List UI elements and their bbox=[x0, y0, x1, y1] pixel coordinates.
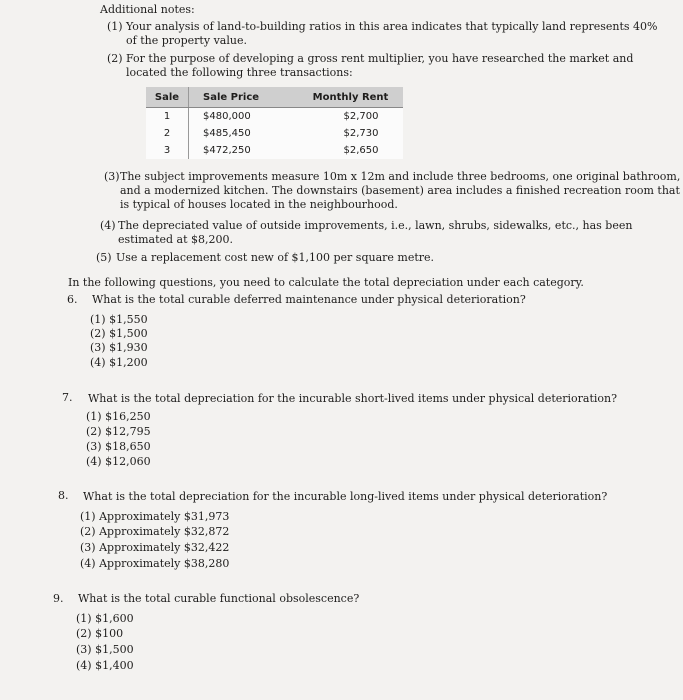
note-1-line-2: of the property value. bbox=[126, 34, 247, 47]
question-8-option-4: (4) Approximately $38,280 bbox=[80, 557, 230, 570]
note-3-line-1: The subject improvements measure 10m x 12m and include three bedrooms, one original bathroom, bbox=[120, 170, 681, 183]
note-5-line-1: Use a replacement cost new of $1,100 per square metre. bbox=[116, 251, 435, 264]
question-6-option-1: (1) $1,550 bbox=[90, 313, 148, 326]
header-sale: Sale bbox=[146, 87, 189, 108]
question-9-option-2: (2) $100 bbox=[76, 627, 124, 640]
note-3-line-2: and a modernized kitchen. The downstairs (basement) area includes a finished recreation room that bbox=[120, 184, 680, 197]
note-4-line-1: The depreciated value of outside improvements, i.e., lawn, shrubs, sidewalks, etc., has been bbox=[118, 219, 633, 232]
monthly-rent: $2,730 bbox=[299, 125, 403, 142]
sale-price: $485,450 bbox=[189, 125, 299, 142]
question-9-number: 9. bbox=[53, 592, 64, 605]
table-row bbox=[146, 108, 403, 126]
note-4-number: (4) bbox=[100, 219, 116, 232]
instruction-text: In the following questions, you need to calculate the total depreciation under each category. bbox=[68, 276, 584, 289]
question-7-option-2: (2) $12,795 bbox=[86, 425, 151, 438]
question-8-option-2: (2) Approximately $32,872 bbox=[80, 525, 230, 538]
note-2-line-1: For the purpose of developing a gross rent multiplier, you have researched the market and bbox=[126, 52, 634, 65]
question-6-text: What is the total curable deferred maintenance under physical deterioration? bbox=[92, 293, 526, 306]
question-7-number: 7. bbox=[62, 391, 73, 404]
table-row bbox=[146, 125, 403, 142]
question-7-option-1: (1) $16,250 bbox=[86, 410, 151, 423]
note-4-line-2: estimated at $8,200. bbox=[118, 233, 234, 246]
sale-price: $480,000 bbox=[189, 108, 299, 126]
question-9-option-4: (4) $1,400 bbox=[76, 659, 134, 672]
note-3-number: (3) bbox=[104, 170, 120, 183]
question-8-number: 8. bbox=[58, 489, 69, 502]
monthly-rent: $2,700 bbox=[299, 108, 403, 126]
question-7-option-4: (4) $12,060 bbox=[86, 455, 151, 468]
note-3-line-3: is typical of houses located in the neighbourhood. bbox=[120, 198, 398, 211]
question-6-option-3: (3) $1,930 bbox=[90, 341, 148, 354]
header-sale-price: Sale Price bbox=[189, 87, 299, 108]
note-5-number: (5) bbox=[96, 251, 112, 264]
note-2-line-2: located the following three transactions: bbox=[126, 66, 353, 79]
header-monthly-rent: Monthly Rent bbox=[299, 87, 403, 108]
question-7-text: What is the total depreciation for the incurable short-lived items under physical deterioration? bbox=[88, 392, 618, 405]
question-9-option-1: (1) $1,600 bbox=[76, 612, 134, 625]
note-1-line-1: Your analysis of land-to-building ratios in this area indicates that typically land represents 40% bbox=[126, 20, 658, 33]
sales-table-header bbox=[146, 87, 403, 108]
sale-price: $472,250 bbox=[189, 142, 299, 159]
question-8-option-3: (3) Approximately $32,422 bbox=[80, 541, 230, 554]
question-9-option-3: (3) $1,500 bbox=[76, 643, 134, 656]
sale-number: 2 bbox=[146, 125, 189, 142]
question-6-number: 6. bbox=[67, 293, 78, 306]
question-9-text: What is the total curable functional obsolescence? bbox=[78, 592, 360, 605]
monthly-rent: $2,650 bbox=[299, 142, 403, 159]
question-7-option-3: (3) $18,650 bbox=[86, 440, 151, 453]
question-6-option-2: (2) $1,500 bbox=[90, 327, 148, 340]
question-8-text: What is the total depreciation for the incurable long-lived items under physical deterioration? bbox=[83, 490, 608, 503]
notes-heading: Additional notes: bbox=[100, 3, 195, 16]
sale-number: 3 bbox=[146, 142, 189, 159]
note-1-number: (1) bbox=[107, 20, 123, 33]
question-8-option-1: (1) Approximately $31,973 bbox=[80, 510, 230, 523]
note-2-number: (2) bbox=[107, 52, 123, 65]
table-row bbox=[146, 142, 403, 159]
sale-number: 1 bbox=[146, 108, 189, 126]
sales-table bbox=[146, 87, 403, 159]
question-6-option-4: (4) $1,200 bbox=[90, 356, 148, 369]
